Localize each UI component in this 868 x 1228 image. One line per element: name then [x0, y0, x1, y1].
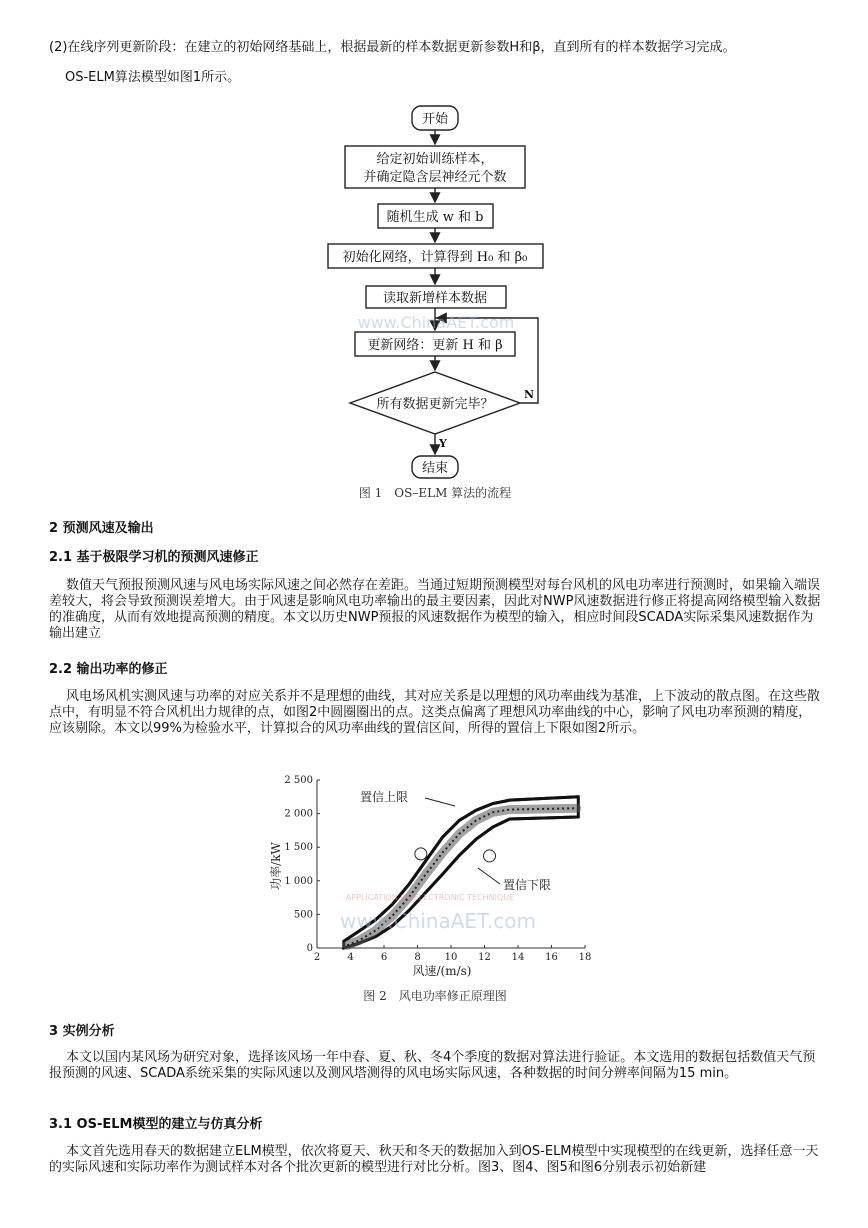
x-tick-label: 12	[478, 952, 491, 963]
x-tick-label: 18	[578, 952, 592, 963]
x-tick-label: 8	[414, 952, 421, 963]
paragraph-3: 本文以国内某风场为研究对象，选择该风场一年中春、夏、秋、冬4个季度的数据对算法进行验证。本文选用的数据包括数值天气预报预测的风速、SCADA系统采集的实际风速以及测风塔测得的风电场实际风速，各种数据的时间分辨率间隔为15 min。	[49, 1050, 816, 1081]
y-tick-label: 0	[306, 943, 313, 954]
flow-step5-label: 更新网络：更新 H 和 β	[367, 338, 503, 353]
annotation-upper-bound: 置信上限	[360, 790, 409, 804]
x-tick-label: 2	[313, 952, 321, 963]
x-tick-label: 14	[511, 952, 525, 963]
flow-start-label: 开始	[421, 112, 449, 127]
paragraph-2-1: 数值天气预报预测风速与风电场实际风速之间必然存在差距。当通过短期预测模型对每台风机的风电功率进行预测时，如果输入端误差较大，将会导致预测误差增大。由于风速是影响风电功率输出的最主要因素，因此对NWP风速数据进行修正将提高网络模型输入数据的准确度，从而有效地提高预测的精度。本文以历史NWP预报的风速数据作为模型的输入，相应时间段SCADA实际采集风速数据作为输出建立	[49, 578, 821, 641]
y-axis-label: 功率/kW	[269, 842, 283, 890]
watermark-url-2: www.ChinaAET.com	[340, 909, 536, 933]
flow-end-label: 结束	[421, 461, 449, 476]
figure-1-flowchart	[320, 100, 560, 505]
x-axis-label: 风速/(m/s)	[412, 964, 472, 978]
flow-step4-label: 读取新增样本数据	[382, 291, 488, 306]
y-tick-label: 2 000	[284, 808, 313, 820]
x-tick-label: 16	[545, 952, 558, 963]
y-tick-label: 2 500	[284, 775, 313, 786]
section-3-1-heading: 3.1 OS-ELM模型的建立与仿真分析	[49, 1117, 263, 1132]
x-tick-label: 6	[380, 952, 388, 963]
watermark-url: www.ChinaAET.com	[357, 313, 515, 332]
paragraph-online-update: (2)在线序列更新阶段：在建立的初始网络基础上，根据最新的样本数据更新参数H和β，直到所有的样本数据学习完成。	[49, 40, 736, 55]
y-tick-label: 1 000	[284, 875, 313, 887]
upper-bound-pointer	[425, 798, 455, 806]
watermark-en: APPLICATION OF ELECTRONIC TECHNIQUE	[345, 893, 515, 902]
outlier-circle	[484, 850, 496, 862]
flow-decision-label: 所有数据更新完毕？	[376, 397, 494, 412]
figure-1-caption: 图 1 OS–ELM 算法的流程	[358, 486, 512, 500]
flow-step1-line1: 给定初始训练样本，	[376, 152, 494, 167]
lower-bound-pointer	[478, 868, 500, 884]
section-3-heading: 3 实例分析	[49, 1024, 115, 1039]
paragraph-2-2: 风电场风机实测风速与功率的对应关系并不是理想的曲线，其对应关系是以理想的风功率曲线为基准，上下波动的散点图。在这些散点中，有明显不符合风机出力规律的点，如图2中圆圈圈出的点。这类点偏离了理想风功率曲线的中心，影响了风电功率预测的精度，应该剔除。本文以99%为检验水平，计算拟合的风功率曲线的置信区间，所得的置信上下限如图2所示。	[49, 689, 821, 736]
flow-step1-line2: 并确定隐含层神经元个数	[363, 170, 507, 185]
flow-step2-label: 随机生成 w 和 b	[386, 210, 484, 225]
section-2-2-heading: 2.2 输出功率的修正	[49, 662, 168, 677]
annotation-lower-bound: 置信下限	[503, 878, 552, 892]
outlier-circle	[415, 848, 427, 860]
x-tick-label: 4	[347, 952, 354, 963]
figure-2-chart	[265, 770, 605, 1010]
paragraph-3-1: 本文首先选用春天的数据建立ELM模型，依次将夏天、秋天和冬天的数据加入到OS-ELM模型中实现模型的在线更新，选择任意一天的实际风速和实际功率作为测试样本对各个批次更新的模型进行对比分析。图3、图4、图5和图6分别表示初始新建	[49, 1144, 819, 1175]
figure-2-caption: 图 2 风电功率修正原理图	[363, 989, 507, 1003]
flow-yes-label: Y	[439, 437, 447, 450]
x-tick-label: 10	[444, 952, 458, 963]
y-tick-label: 500	[293, 909, 313, 921]
flow-no-label: N	[524, 388, 535, 401]
y-tick-label: 1 500	[284, 842, 313, 854]
flow-step3-label: 初始化网络，计算得到 H₀ 和 β₀	[342, 250, 528, 265]
paragraph-model-ref: OS-ELM算法模型如图1所示。	[65, 70, 241, 85]
section-2-heading: 2 预测风速及输出	[49, 521, 154, 536]
section-2-1-heading: 2.1 基于极限学习机的预测风速修正	[49, 550, 259, 565]
